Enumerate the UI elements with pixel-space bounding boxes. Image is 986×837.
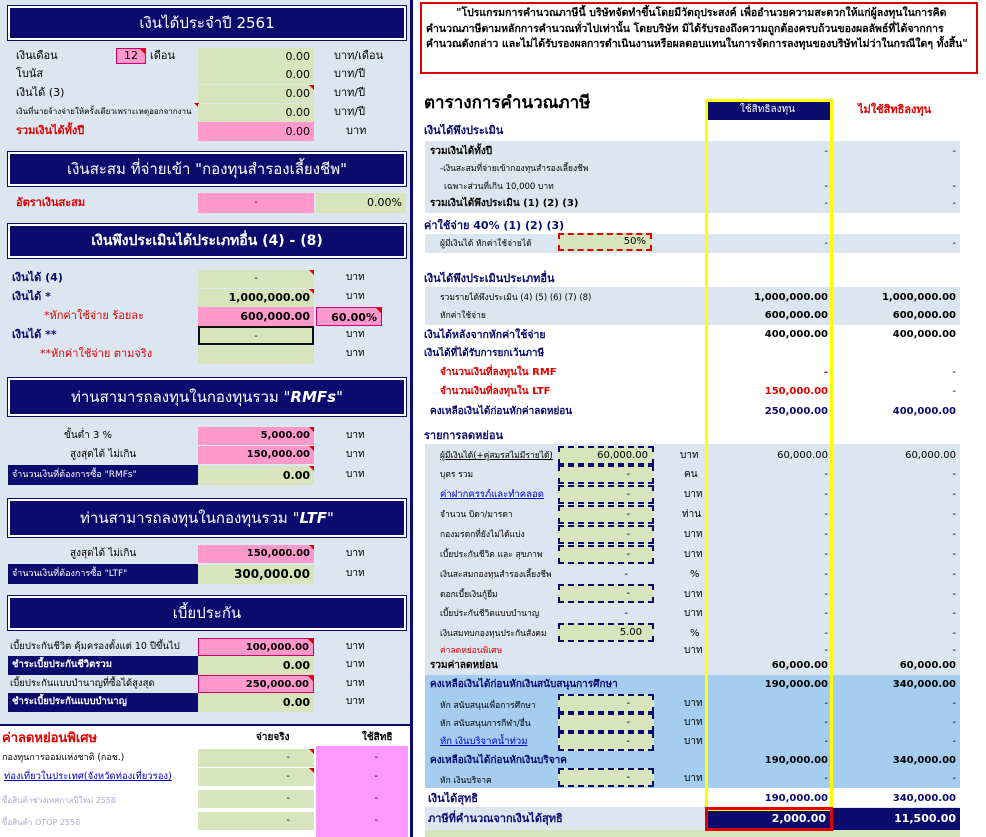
e-row0-unit: บาท [684,698,703,709]
d4-nouse: - [952,529,956,540]
saving-rate-percent[interactable]: 0.00% [316,193,406,213]
annuity-paid-value[interactable]: 0.00 [198,693,314,712]
bonus-label: โบนัส [16,67,44,80]
saving-rate-value: - [198,193,314,213]
a2-label: -เงินสะสมที่จ่ายเข้ากองทุนสำรองเลี้ยงชีพ [440,164,589,174]
total-income-value: 0.00 [198,122,314,141]
tax-table-title: ตารางการคำนวณภาษี [424,93,591,113]
d4-use: - [824,529,828,540]
newyear-used: - [374,793,378,804]
d8-label: เบี้ยประกันชีวิตแบบบำนาญ [440,609,540,619]
expense-percent-label: *หักค่าใช้จ่าย ร้อยละ [44,309,144,322]
life-ins-paid-value[interactable]: 0.00 [198,656,314,675]
d6-nouse: - [952,569,956,580]
d6-label: เงินสะสมกองทุนสำรองเลี้ยงชีพ [440,570,552,580]
d7-label: ดอกเบี้ยเงินกู้ยืม [440,590,498,600]
actual-expense-input[interactable] [198,346,314,364]
a3-nouse: - [952,181,956,192]
rmf-buy-label: จำนวนเงินที่ต้องการซื้อ "RMFs" [12,470,137,480]
deduction-total-nouse: 60,000.00 [899,660,956,671]
ltf-max-unit: บาท [346,548,365,559]
actual-expense-label: **หักค่าใช้จ่าย ตามจริง [40,347,153,360]
d0-nouse: 60,000.00 [905,450,956,461]
gorch-used: - [374,752,378,763]
life-ins-value[interactable]: 100,000.00 [198,638,314,656]
a4-label: รวมเงินได้พึงประเมิน (1) (2) (3) [430,198,579,209]
deduction-total-label: รวมค่าลดหย่อน [430,660,498,671]
e-row2-link[interactable]: หัก เงินบริจาคน้ำท่วม [440,736,528,747]
income4-input[interactable]: - [198,270,314,288]
income-doublestar-input[interactable]: - [198,326,314,345]
d1-label: บุตร รวม [440,470,474,480]
d2-use: - [824,489,828,500]
actual-expense-unit: บาท [346,348,365,359]
d9-unit: % [690,628,700,639]
annuity-max-label: เบี้ยประกันแบบบำนาญที่ซื้อได้สูงสุด [10,678,155,689]
special-col-used: ใช้สิทธิ [362,732,393,743]
d3-unit: ท่าน [682,509,702,520]
e-row0-label: หัก สนับสนุนเพื่อการศึกษา [440,701,536,711]
tax-use: 2,000.00 [771,812,826,825]
deduction-heading: รายการลดหย่อน [424,429,503,442]
d5-label: เบี้ยประกันชีวิต และ สุขภาพ [440,550,543,560]
d10-label: ค่าลดหย่อนพิเศษ [440,646,503,656]
d9-input[interactable]: 5.00 [558,623,654,642]
e1-nouse: 340,000.00 [892,679,956,690]
rmf-min-unit: บาท [346,430,365,441]
annuity-paid-unit: บาท [346,696,365,707]
severance-input[interactable]: 0.00 [198,104,314,122]
e3-label: หัก เงินบริจาค [440,776,492,786]
tourism-paid[interactable]: - [198,768,314,786]
c2-label: หักค่าใช้จ่าย [440,311,486,321]
a4-nouse: - [952,198,956,209]
c5-nouse: - [952,367,956,378]
d7-unit: บาท [684,589,703,600]
saving-rate-label: อัตราเงินสะสม [16,196,86,209]
total-income-unit: บาท [346,124,367,137]
b1-label: ผู้มีเงินได้ หักค่าใช้จ่ายได้ [440,239,532,249]
a3-use: - [824,181,828,192]
net-income-label: เงินได้สุทธิ [428,792,479,805]
severance-label: เงินที่นายจ้างจ่ายให้ครั้งเดียวเพราะเหตุออกจากงาน [16,107,192,116]
income4-label: เงินได้ (4) [12,271,63,284]
d2-link[interactable]: ค่าฝากครรภ์และทำคลอด [440,489,544,500]
life-ins-paid-unit: บาท [346,659,365,670]
d7-use: - [824,589,828,600]
c6-nouse: - [952,386,956,397]
d8-input: - [624,608,628,619]
c5-label: จำนวนเงินที่ลงทุนใน RMF [440,367,557,378]
d8-unit: บาท [684,608,703,619]
newyear-label: ซื้อสินค้าช่วงเทศกาลปีใหม่ 2558 [2,796,117,805]
rmf-max-unit: บาท [346,449,365,460]
rmf-min-value: 5,000.00 [198,427,314,445]
e3-nouse: - [952,773,956,784]
d5-input[interactable]: - [558,545,654,564]
rmf-max-label: สูงสุดได้ ไม่เกิน [70,449,137,460]
insurance-header: เบี้ยประกัน [8,596,406,630]
annual-income-header: เงินได้ประจำปี 2561 [8,6,406,40]
e-row1-use: - [824,717,828,728]
c7-nouse: 400,000.00 [892,406,956,417]
tourism-used: - [374,771,378,782]
d4-unit: บาท [684,529,703,540]
a4-use: - [824,198,828,209]
bonus-input[interactable]: 0.00 [198,66,314,84]
ltf-buy-unit: บาท [346,568,365,579]
newyear-paid[interactable]: - [198,790,314,808]
e-row1-label: หัก สนับสนุนการกีฬา/อื่น [440,719,531,729]
gorch-label: กองทุนการออมแห่งชาติ (กอช.) [2,753,125,763]
income-star-unit: บาท [346,291,365,302]
e3-unit: บาท [684,773,703,784]
e-row0-input[interactable]: - [558,694,654,713]
ltf-max-label: สูงสุดได้ ไม่เกิน [70,548,137,559]
tax-label: ภาษีที่คำนวณจากเงินได้สุทธิ [428,812,563,825]
c6-use: 150,000.00 [764,386,828,397]
months-input[interactable]: 12 [116,48,146,64]
rmf-buy-unit: บาท [346,469,365,480]
b1-percent-input[interactable]: 50% [558,233,652,251]
d2-nouse: - [952,489,956,500]
d9-label: เงินสมทบกองทุนประกันสังคม [440,629,547,639]
provident-fund-header: เงินสะสม ที่จ่ายเข้า "กองทุนสำรองเลี้ยงชีพ" [8,152,406,186]
d0-unit: บาท [680,450,699,461]
b1-use: - [824,238,828,249]
d6-input: - [624,569,628,580]
e-row2-nouse: - [952,736,956,747]
a1-use: - [824,146,828,157]
c5-use: - [823,367,828,378]
c3-use: 400,000.00 [764,329,828,340]
income-star-label: เงินได้ * [12,290,51,303]
noinvest-column-header: ไม่ใช้สิทธิลงทุน [858,103,932,116]
c3-label: เงินได้หลังจากหักค่าใช้จ่าย [424,329,546,341]
ltf-buy-label: จำนวนเงินที่ต้องการซื้อ "LTF" [12,569,128,579]
d5-use: - [824,549,828,560]
other-income-header: เงินพึงประเมินได้ประเภทอื่น (4) - (8) [8,224,406,258]
d6-use: - [824,569,828,580]
d3-label: จำนวน บิดา/มารดา [440,510,513,520]
assessable-income-heading: เงินได้พึงประเมิน [424,124,504,137]
d4-input[interactable]: - [558,525,654,544]
severance-unit: บาท/ปี [334,105,366,118]
d10-nouse: - [952,645,956,656]
d7-input[interactable]: - [558,584,654,603]
e2-nouse: 340,000.00 [892,755,956,766]
d5-unit: บาท [684,549,703,560]
rmf-header: ท่านสามารถลงทุนในกองทุนรวม " RMFs " [8,378,406,416]
c1-label: รวมรายได้พึงประเมิน (4) (5) (6) (7) (8) [440,293,592,303]
bottom-green-strip [425,830,960,837]
rmf-min-label: ขั้นต่ำ 3 % [64,430,113,441]
disclaimer-text: "โปรแกรมการคำนวณภาษีนี้ บริษัทจัดทำขึ้นโดยมีวัตถุประสงค์ เพื่ออำนวยความสะดวกให้แก่ผู้ลงทุนในการคิดคำนวณภาษีตามหลักการคำนวณทั่วไปเท่านั้น โดยบริษัท มิได้รับรองถึงความถูกต้องครบถ้วนของผลลัพธ์ที่ได้จากการคำนวณดังกล่าว และไม่ได้รับรองผลการดำเนินงานหรือผลตอบแทนในการจัดการลงทุนของบริษัทไม่ว่าในกรณีใดๆ ทั้งสิ้น" [426,7,968,50]
d10-unit: บาท [684,645,703,656]
c2-use: 600,000.00 [764,310,828,321]
d3-input[interactable]: - [558,505,654,524]
b1-nouse: - [952,238,956,249]
d0-use: 60,000.00 [777,450,828,461]
income4-unit: บาท [346,272,365,283]
d1-nouse: - [952,469,956,480]
net-income-nouse: 340,000.00 [892,793,956,804]
panel-divider [410,0,413,837]
d8-nouse: - [952,608,956,619]
a1-label: รวมเงินได้ทั้งปี [430,146,493,157]
total-income-label: รวมเงินได้ทั้งปี [16,124,85,137]
d9-use: - [824,628,828,639]
e2-use: 190,000.00 [764,755,828,766]
e-row2-input[interactable]: - [558,732,654,751]
e3-use: - [824,773,828,784]
e-row1-nouse: - [952,717,956,728]
c2-nouse: 600,000.00 [892,310,956,321]
e1-use: 190,000.00 [764,679,828,690]
annuity-max-value[interactable]: 250,000.00 [198,675,314,693]
e-row1-unit: บาท [684,717,703,728]
net-income-use: 190,000.00 [764,793,828,804]
e1-label: คงเหลือเงินได้ก่อนหักเงินสนับสนุนการศึกษา [430,679,618,690]
ltf-header: ท่านสามารถลงทุนในกองทุนรวม " LTF " [8,499,406,537]
a3-label: เฉพาะส่วนที่เกิน 10,000 บาท [444,182,554,192]
ltf-max-value: 150,000.00 [198,545,314,563]
special-col-paid: จ่ายจริง [256,732,290,743]
c4-label: เงินได้ที่ได้รับการยกเว้นภาษี [424,348,545,359]
income3-input[interactable]: 0.00 [198,85,314,103]
d10-use: - [824,645,828,656]
rmf-buy-input[interactable]: 0.00 [198,466,314,485]
e-row0-use: - [824,698,828,709]
c1-use: 1,000,000.00 [753,292,828,303]
salary-label: เงินเดือน [16,49,58,62]
deduction-total-use: 60,000.00 [771,660,828,671]
life-ins-unit: บาท [346,641,365,652]
d6-unit: % [690,569,700,580]
d3-nouse: - [952,509,956,520]
annuity-max-unit: บาท [346,678,365,689]
c7-use: 250,000.00 [764,406,828,417]
months-unit: เดือน [150,49,176,62]
life-ins-label: เบี้ยประกันชีวิต คุ้มครองตั้งแต่ 10 ปีขึ้นไป [10,641,180,652]
e-row2-unit: บาท [684,736,703,747]
ltf-buy-input[interactable]: 300,000.00 [198,565,314,584]
a1-nouse: - [952,146,956,157]
d4-label: กองมรดกที่ยังไม่ได้แบ่ง [440,530,525,540]
d7-nouse: - [952,589,956,600]
d2-input[interactable]: - [558,485,654,504]
e-row0-nouse: - [952,698,956,709]
c7-label: คงเหลือเงินได้ก่อนหักค่าลดหย่อน [430,406,573,417]
d1-unit: คน [684,469,698,480]
expense-40-heading: ค่าใช้จ่าย 40% (1) (2) (3) [424,219,565,232]
d3-use: - [824,509,828,520]
otop-paid[interactable]: - [198,812,314,830]
c6-label: จำนวนเงินที่ลงทุนใน LTF [440,386,551,397]
otop-label: ซื้อสินค้า OTOP 2558 [2,818,81,827]
salary-input[interactable]: 0.00 [198,48,314,66]
e-row1-input[interactable]: - [558,713,654,732]
bonus-unit: บาท/ปี [334,67,366,80]
invest-column-header: ใช้สิทธิลงทุน [740,104,795,115]
d1-input[interactable]: - [558,465,654,484]
income-star-input[interactable]: 1,000,000.00 [198,289,314,307]
income-doublestar-label: เงินได้ ** [12,328,57,341]
e2-label: คงเหลือเงินได้ก่อนหักเงินบริจาค [430,755,567,766]
d2-unit: บาท [684,489,703,500]
d8-use: - [824,608,828,619]
income3-label: เงินได้ (3) [16,86,65,99]
c3-nouse: 400,000.00 [892,329,956,340]
e-row2-use: - [824,736,828,747]
life-ins-paid-label: ชำระเบี้ยประกันชีวิตรวม [12,659,112,670]
income-doublestar-unit: บาท [346,329,365,340]
special-deduction-title: ค่าลดหย่อนพิเศษ [2,731,98,746]
d0-input[interactable]: 60,000.00 [558,446,654,465]
other-income-heading: เงินได้พึงประเมินประเภทอื่น [424,272,555,285]
d9-nouse: - [952,628,956,639]
d5-nouse: - [952,549,956,560]
e3-input[interactable]: - [558,768,654,787]
gorch-paid[interactable]: - [198,749,314,767]
tourism-link[interactable]: ท่องเที่ยวในประเทศ(จังหวัดท่องเที่ยวรอง) [4,771,172,782]
income3-unit: บาท/ปี [334,86,366,99]
c1-nouse: 1,000,000.00 [881,292,956,303]
tax-nouse: 11,500.00 [894,812,956,825]
d0-label[interactable]: ผู้มีเงินได้(+คู่สมรสไม่มีรายได้) [440,451,553,461]
otop-used: - [374,815,378,826]
d1-use: - [824,469,828,480]
salary-unit: บาท/เดือน [334,49,384,62]
expense-percent-rate[interactable]: 60.00% [316,307,382,326]
annuity-paid-label: ชำระเบี้ยประกันแบบบำนาญ [12,696,127,707]
rmf-max-value: 150,000.00 [198,446,314,464]
expense-percent-value: 600,000.00 [198,307,314,326]
